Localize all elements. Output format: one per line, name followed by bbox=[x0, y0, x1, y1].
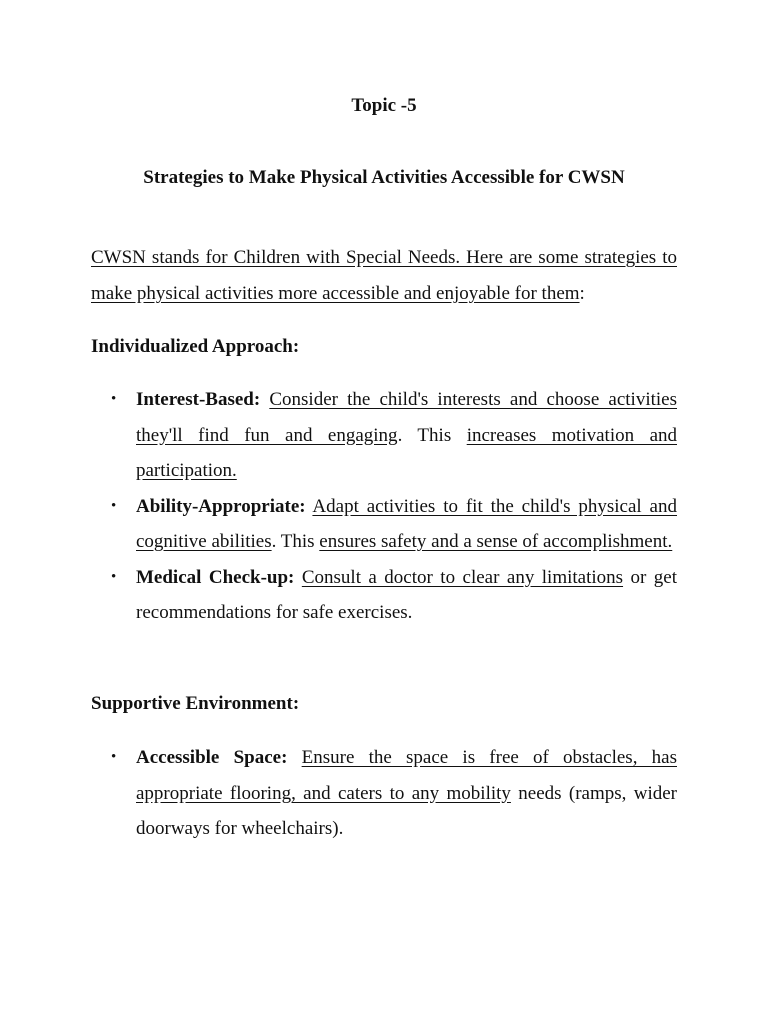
bullet-icon: • bbox=[111, 497, 117, 514]
item-underlined-text: increases motivation and participation. bbox=[136, 424, 677, 481]
item-text: or get recommendations for safe exercises. bbox=[136, 566, 677, 623]
page-title: Strategies to Make Physical Activities Accessible for CWSN bbox=[143, 167, 625, 188]
intro-paragraph bbox=[91, 240, 677, 312]
item-underlined-text: Adapt activities to fit the child's physical and cognitive abilities bbox=[136, 495, 677, 552]
bullet-icon: • bbox=[111, 391, 117, 407]
list-item bbox=[91, 560, 677, 631]
item-text: . This bbox=[397, 424, 467, 446]
bullet-list-individualized bbox=[91, 382, 677, 631]
bullet-list-supportive bbox=[91, 740, 677, 847]
bullet-icon: • bbox=[111, 749, 117, 765]
list-item bbox=[91, 489, 677, 560]
intro-underlined-text: CWSN stands for Children with Special Needs. Here are some strategies to make physical activities more accessible and enjoyable for them bbox=[91, 247, 677, 304]
item-label: Ability-Appropriate: bbox=[136, 495, 306, 517]
item-text: . This bbox=[271, 531, 320, 552]
item-underlined-text: Consider the child's interests and choose activities they'll find fun and engaging bbox=[136, 389, 677, 446]
item-label: Accessible Space: bbox=[136, 747, 288, 768]
item-underlined-text: Consult a doctor to clear any limitations bbox=[301, 566, 624, 588]
section-heading-supportive: Supportive Environment: bbox=[91, 693, 300, 714]
list-item bbox=[91, 740, 677, 847]
item-text: needs (ramps, wider doorways for wheelchairs). bbox=[136, 782, 678, 839]
item-label: Medical Check-up: bbox=[136, 566, 295, 588]
section-heading-individualized: Individualized Approach: bbox=[91, 336, 300, 357]
list-item bbox=[91, 382, 677, 489]
topic-number: Topic -5 bbox=[351, 95, 417, 116]
bullet-icon: • bbox=[111, 568, 117, 585]
item-underlined-text: Ensure the space is free of obstacles, has appropriate flooring, and caters to any mobility bbox=[136, 747, 677, 804]
intro-tail: : bbox=[579, 283, 585, 304]
item-label: Interest-Based: bbox=[136, 389, 261, 410]
item-underlined-text: ensures safety and a sense of accomplishment. bbox=[319, 531, 673, 552]
